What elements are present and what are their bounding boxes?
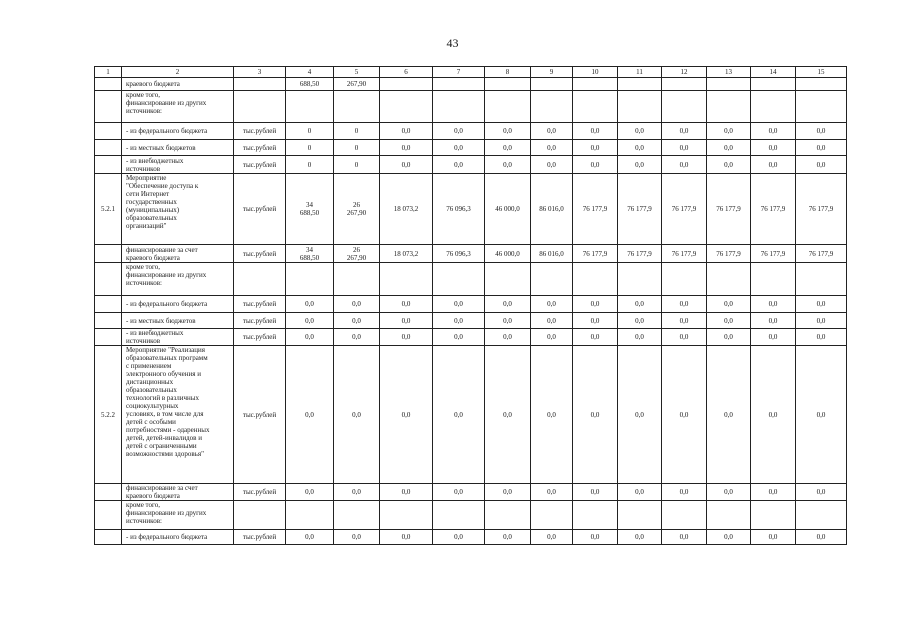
value-cell: 46 000,0	[485, 174, 531, 245]
value-cell: 34 688,50	[286, 174, 334, 245]
value-cell: 0,0	[573, 140, 618, 156]
table-row	[95, 174, 847, 245]
value-cell: 0,0	[662, 156, 707, 174]
value-cell: 0,0	[286, 346, 334, 484]
value-cell: 0	[286, 140, 334, 156]
value-cell: 0,0	[531, 313, 573, 329]
value-cell: 0,0	[433, 530, 485, 545]
value-cell	[531, 501, 573, 530]
value-cell: 0,0	[707, 484, 751, 501]
row-code	[95, 91, 122, 123]
row-unit	[234, 501, 286, 530]
row-name: - из внебюджетных источников	[122, 329, 234, 346]
row-unit: тыс.рублей	[234, 346, 286, 484]
value-cell: 0,0	[751, 484, 796, 501]
value-cell: 86 016,0	[531, 245, 573, 263]
value-cell	[485, 501, 531, 530]
value-cell: 0,0	[618, 484, 662, 501]
value-cell: 76 177,9	[662, 245, 707, 263]
value-cell: 86 016,0	[531, 174, 573, 245]
table-row	[95, 245, 847, 263]
value-cell	[662, 263, 707, 296]
column-header: 9	[531, 67, 573, 78]
value-cell	[573, 501, 618, 530]
value-cell: 0,0	[380, 140, 433, 156]
value-cell: 76 177,9	[751, 174, 796, 245]
table-row	[95, 530, 847, 545]
value-cell: 0,0	[796, 156, 847, 174]
value-cell	[531, 91, 573, 123]
value-cell: 0,0	[662, 296, 707, 313]
row-name: - из местных бюджетов	[122, 313, 234, 329]
value-cell: 0,0	[334, 329, 380, 346]
value-cell: 0,0	[485, 346, 531, 484]
row-code	[95, 140, 122, 156]
value-cell	[707, 263, 751, 296]
row-code	[95, 484, 122, 501]
value-cell: 0,0	[662, 123, 707, 140]
value-cell: 0,0	[751, 156, 796, 174]
value-cell: 0,0	[485, 313, 531, 329]
column-header: 13	[707, 67, 751, 78]
value-cell	[796, 91, 847, 123]
table-row	[95, 123, 847, 140]
row-unit: тыс.рублей	[234, 156, 286, 174]
value-cell	[751, 263, 796, 296]
value-cell: 0,0	[618, 313, 662, 329]
value-cell: 0,0	[618, 329, 662, 346]
value-cell: 267,90	[334, 78, 380, 91]
value-cell: 0,0	[573, 329, 618, 346]
row-unit: тыс.рублей	[234, 174, 286, 245]
value-cell: 0,0	[751, 123, 796, 140]
value-cell: 26 267,90	[334, 174, 380, 245]
value-cell: 76 177,9	[707, 174, 751, 245]
row-code	[95, 329, 122, 346]
value-cell	[380, 263, 433, 296]
row-unit: тыс.рублей	[234, 123, 286, 140]
value-cell: 0,0	[531, 530, 573, 545]
value-cell: 0,0	[286, 530, 334, 545]
value-cell: 26 267,90	[334, 245, 380, 263]
column-header: 3	[234, 67, 286, 78]
value-cell: 0,0	[707, 156, 751, 174]
value-cell: 0,0	[751, 296, 796, 313]
row-unit	[234, 263, 286, 296]
value-cell	[286, 91, 334, 123]
value-cell: 0,0	[707, 313, 751, 329]
value-cell: 0,0	[573, 530, 618, 545]
value-cell: 0,0	[334, 313, 380, 329]
value-cell	[618, 78, 662, 91]
value-cell	[286, 263, 334, 296]
budget-table	[94, 66, 847, 545]
table-row	[95, 78, 847, 91]
value-cell: 0,0	[485, 156, 531, 174]
value-cell	[433, 78, 485, 91]
value-cell: 0,0	[707, 140, 751, 156]
value-cell	[433, 501, 485, 530]
value-cell: 76 177,9	[618, 245, 662, 263]
value-cell: 0,0	[380, 156, 433, 174]
value-cell: 0,0	[433, 296, 485, 313]
value-cell: 46 000,0	[485, 245, 531, 263]
value-cell: 0,0	[531, 346, 573, 484]
row-name: - из внебюджетных источников	[122, 156, 234, 174]
row-unit: тыс.рублей	[234, 530, 286, 545]
value-cell: 0,0	[334, 530, 380, 545]
value-cell: 76 177,9	[796, 174, 847, 245]
column-header: 14	[751, 67, 796, 78]
row-unit: тыс.рублей	[234, 245, 286, 263]
value-cell: 0,0	[531, 140, 573, 156]
value-cell: 0,0	[380, 296, 433, 313]
value-cell	[334, 263, 380, 296]
row-code	[95, 501, 122, 530]
value-cell: 0,0	[433, 313, 485, 329]
value-cell	[433, 263, 485, 296]
row-unit: тыс.рублей	[234, 329, 286, 346]
page-number: 43	[446, 36, 459, 50]
value-cell	[707, 91, 751, 123]
value-cell: 0,0	[573, 484, 618, 501]
value-cell: 0,0	[662, 484, 707, 501]
value-cell: 0,0	[433, 346, 485, 484]
table-row	[95, 329, 847, 346]
value-cell: 0,0	[707, 123, 751, 140]
column-header: 7	[433, 67, 485, 78]
value-cell: 0,0	[618, 140, 662, 156]
value-cell: 0,0	[485, 140, 531, 156]
value-cell: 0,0	[796, 296, 847, 313]
value-cell: 0,0	[531, 329, 573, 346]
value-cell: 0,0	[485, 530, 531, 545]
table-row	[95, 346, 847, 484]
value-cell: 0,0	[573, 156, 618, 174]
column-header: 2	[122, 67, 234, 78]
value-cell	[751, 78, 796, 91]
value-cell: 0,0	[796, 123, 847, 140]
row-name: финансирование за счет краевого бюджета	[122, 245, 234, 263]
value-cell: 688,50	[286, 78, 334, 91]
value-cell: 0,0	[433, 329, 485, 346]
value-cell: 0,0	[485, 123, 531, 140]
column-header: 8	[485, 67, 531, 78]
value-cell: 0,0	[485, 329, 531, 346]
table-row	[95, 91, 847, 123]
value-cell: 0,0	[433, 484, 485, 501]
value-cell: 0,0	[618, 156, 662, 174]
column-header: 11	[618, 67, 662, 78]
value-cell: 0,0	[334, 296, 380, 313]
value-cell: 0,0	[380, 530, 433, 545]
value-cell: 0,0	[485, 296, 531, 313]
value-cell	[334, 501, 380, 530]
row-code	[95, 530, 122, 545]
value-cell	[573, 263, 618, 296]
value-cell: 0,0	[573, 123, 618, 140]
value-cell: 0,0	[380, 329, 433, 346]
value-cell: 0,0	[707, 296, 751, 313]
row-name: - из местных бюджетов	[122, 140, 234, 156]
row-name: - из федерального бюджета	[122, 123, 234, 140]
value-cell: 0,0	[707, 346, 751, 484]
value-cell: 76 096,3	[433, 174, 485, 245]
value-cell: 0,0	[286, 329, 334, 346]
column-header: 5	[334, 67, 380, 78]
value-cell	[531, 263, 573, 296]
column-header: 12	[662, 67, 707, 78]
value-cell	[751, 91, 796, 123]
value-cell	[751, 501, 796, 530]
table-row	[95, 140, 847, 156]
value-cell: 18 073,2	[380, 245, 433, 263]
value-cell	[573, 78, 618, 91]
value-cell: 0,0	[751, 313, 796, 329]
value-cell	[380, 501, 433, 530]
row-name: Мероприятие "Реализация образовательных программ с применением электронного обучения и дистанционных образовательных технологий в различных социокультурных условиях, в том числе для детей с особыми потребностями - одаренных детей, детей-инвалидов и детей с ограниченными возможностями здоровья"	[122, 346, 234, 484]
value-cell: 76 177,9	[707, 245, 751, 263]
row-name: - из федерального бюджета	[122, 530, 234, 545]
value-cell: 0,0	[662, 346, 707, 484]
row-name: - из федерального бюджета	[122, 296, 234, 313]
value-cell: 0,0	[796, 484, 847, 501]
value-cell	[485, 91, 531, 123]
value-cell: 76 177,9	[573, 245, 618, 263]
value-cell	[286, 501, 334, 530]
value-cell: 0,0	[751, 329, 796, 346]
value-cell: 76 177,9	[796, 245, 847, 263]
value-cell: 0,0	[286, 313, 334, 329]
row-code	[95, 263, 122, 296]
value-cell	[380, 91, 433, 123]
value-cell: 0	[286, 123, 334, 140]
value-cell: 0,0	[618, 530, 662, 545]
value-cell: 0,0	[380, 484, 433, 501]
value-cell: 0,0	[796, 346, 847, 484]
value-cell	[531, 78, 573, 91]
value-cell: 0,0	[796, 313, 847, 329]
value-cell: 76 177,9	[573, 174, 618, 245]
value-cell	[796, 501, 847, 530]
value-cell: 0,0	[531, 296, 573, 313]
row-unit: тыс.рублей	[234, 313, 286, 329]
value-cell: 0,0	[286, 484, 334, 501]
value-cell: 0,0	[573, 296, 618, 313]
value-cell: 0	[334, 140, 380, 156]
value-cell	[485, 263, 531, 296]
row-unit: тыс.рублей	[234, 296, 286, 313]
row-unit: тыс.рублей	[234, 140, 286, 156]
value-cell	[573, 91, 618, 123]
value-cell	[662, 501, 707, 530]
value-cell: 0,0	[662, 140, 707, 156]
row-code	[95, 123, 122, 140]
value-cell	[618, 263, 662, 296]
table-row	[95, 484, 847, 501]
value-cell	[618, 91, 662, 123]
value-cell: 0,0	[662, 313, 707, 329]
value-cell	[662, 78, 707, 91]
value-cell: 0,0	[751, 530, 796, 545]
column-header: 1	[95, 67, 122, 78]
value-cell: 76 177,9	[751, 245, 796, 263]
value-cell: 0,0	[531, 156, 573, 174]
row-unit	[234, 91, 286, 123]
value-cell: 0,0	[796, 140, 847, 156]
value-cell	[707, 78, 751, 91]
value-cell: 0,0	[707, 329, 751, 346]
value-cell: 18 073,2	[380, 174, 433, 245]
value-cell: 34 688,50	[286, 245, 334, 263]
value-cell: 0,0	[751, 140, 796, 156]
value-cell: 0,0	[796, 530, 847, 545]
row-name: кроме того, финансирование из других источников:	[122, 501, 234, 530]
table-row	[95, 313, 847, 329]
value-cell: 76 177,9	[662, 174, 707, 245]
value-cell: 0,0	[618, 296, 662, 313]
row-unit: тыс.рублей	[234, 484, 286, 501]
value-cell	[485, 78, 531, 91]
value-cell	[796, 263, 847, 296]
column-header: 4	[286, 67, 334, 78]
value-cell: 0,0	[531, 123, 573, 140]
row-name: краевого бюджета	[122, 78, 234, 91]
value-cell: 0,0	[334, 346, 380, 484]
value-cell: 0,0	[433, 156, 485, 174]
value-cell	[796, 78, 847, 91]
value-cell: 76 177,9	[618, 174, 662, 245]
row-code	[95, 245, 122, 263]
column-header: 10	[573, 67, 618, 78]
value-cell: 0,0	[485, 484, 531, 501]
value-cell: 0,0	[380, 313, 433, 329]
row-name: Мероприятие "Обеспечение доступа к сети Интернет государственных (муниципальных) образовательных организаций"	[122, 174, 234, 245]
value-cell: 0,0	[334, 484, 380, 501]
value-cell: 0,0	[573, 346, 618, 484]
value-cell: 0	[334, 156, 380, 174]
value-cell: 76 096,3	[433, 245, 485, 263]
row-name: кроме того, финансирование из других источников:	[122, 263, 234, 296]
row-code	[95, 296, 122, 313]
value-cell: 0,0	[751, 346, 796, 484]
value-cell	[334, 91, 380, 123]
value-cell	[380, 78, 433, 91]
value-cell: 0	[334, 123, 380, 140]
row-unit	[234, 78, 286, 91]
table-row	[95, 263, 847, 296]
header-row	[95, 67, 847, 78]
value-cell: 0,0	[662, 329, 707, 346]
value-cell: 0,0	[433, 123, 485, 140]
value-cell: 0	[286, 156, 334, 174]
value-cell	[433, 91, 485, 123]
column-header: 15	[796, 67, 847, 78]
row-code	[95, 78, 122, 91]
column-header: 6	[380, 67, 433, 78]
row-code	[95, 313, 122, 329]
row-name: кроме того, финансирование из других источников:	[122, 91, 234, 123]
value-cell: 0,0	[618, 123, 662, 140]
row-code	[95, 156, 122, 174]
value-cell	[618, 501, 662, 530]
value-cell: 0,0	[531, 484, 573, 501]
value-cell	[707, 501, 751, 530]
value-cell: 0,0	[573, 313, 618, 329]
table-row	[95, 156, 847, 174]
value-cell: 0,0	[380, 346, 433, 484]
value-cell: 0,0	[662, 530, 707, 545]
value-cell: 0,0	[380, 123, 433, 140]
value-cell: 0,0	[286, 296, 334, 313]
value-cell: 0,0	[796, 329, 847, 346]
value-cell	[662, 91, 707, 123]
row-code: 5.2.1	[95, 174, 122, 245]
value-cell: 0,0	[707, 530, 751, 545]
row-code: 5.2.2	[95, 346, 122, 484]
table-row	[95, 296, 847, 313]
row-name: финансирование за счет краевого бюджета	[122, 484, 234, 501]
value-cell: 0,0	[618, 346, 662, 484]
value-cell: 0,0	[433, 140, 485, 156]
table-row	[95, 501, 847, 530]
